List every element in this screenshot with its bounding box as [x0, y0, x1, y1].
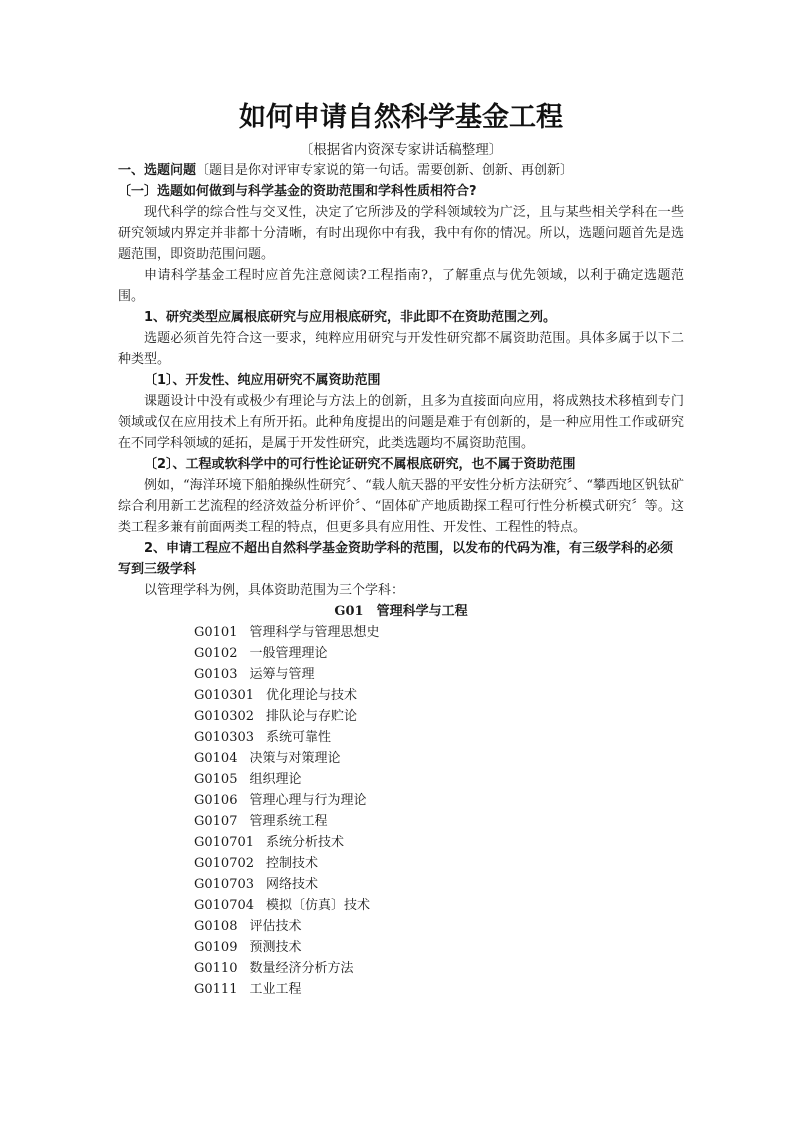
discipline-name: 决策与对策理论 — [249, 751, 341, 766]
discipline-code-item — [194, 685, 684, 706]
discipline-name: 管理心理与行为理论 — [249, 793, 367, 808]
discipline-code: G010701 — [194, 835, 255, 850]
discipline-name: 预测技术 — [249, 940, 302, 955]
discipline-code: G0103 — [194, 667, 238, 682]
discipline-code: G0109 — [194, 940, 238, 955]
discipline-name: 系统可靠性 — [266, 730, 332, 745]
paragraph-3: 选题必须首先符合这一要求，纯粹应用研究与开发性研究都不属资助范围。具体多属于以下二种类型。 — [118, 331, 684, 367]
paragraph-6: 以管理学科为例，具体资助范围为三个学科： — [144, 583, 405, 598]
discipline-code-item — [194, 748, 684, 769]
heading-1a: 〔1〕、开发性、纯应用研究不属资助范围 — [144, 373, 381, 388]
discipline-code-item — [194, 832, 684, 853]
discipline-name: 优化理论与技术 — [266, 688, 358, 703]
discipline-code-item — [194, 874, 684, 895]
discipline-name: 工业工程 — [249, 982, 302, 997]
discipline-name: 系统分析技术 — [266, 835, 345, 850]
discipline-code-list — [118, 622, 684, 1000]
discipline-name: 一般管理理论 — [249, 646, 328, 661]
discipline-code-item — [194, 790, 684, 811]
discipline-code-item — [194, 916, 684, 937]
subsection-1-heading: 〔一〕选题如何做到与科学基金的资助范围和学科性质相符合? — [118, 184, 477, 199]
section-1-heading — [118, 160, 684, 181]
discipline-code-item — [194, 979, 684, 1000]
discipline-code: G0111 — [194, 982, 238, 997]
discipline-code-item — [194, 706, 684, 727]
heading-1b: 〔2〕、工程或软科学中的可行性论证研究不属根底研究，也不属于资助范围 — [144, 457, 576, 472]
paragraph-4: 课题设计中没有或极少有理论与方法上的创新，且多为直接面向应用，将成熟技术移植到专门领域或仅在应用技术上有所开拓。此种角度提出的问题是难于有创新的，是一种应用性工作或研究在不同学科领域的延拓，是属于开发性研究，此类选题均不属资助范围。 — [118, 394, 684, 451]
discipline-name: 组织理论 — [249, 772, 302, 787]
discipline-code: G0104 — [194, 751, 238, 766]
paragraph-5: 例如，“海洋环境下船舶操纵性研究〞、“载人航天器的平安性分析方法研究〞、“攀西地区钒钛矿综合利用新工艺流程的经济效益分析评价〞、“固体矿产地质勘探工程可行性分析模式研究〞等。这类工程多兼有前面两类工程的特点，但更多具有应用性、开发性、工程性的特点。 — [118, 478, 684, 535]
section-1-label: 一、选题问题 — [118, 163, 197, 178]
discipline-code: G0106 — [194, 793, 238, 808]
document-title: 如何申请自然科学基金工程 — [239, 102, 563, 133]
discipline-name: 数量经济分析方法 — [249, 961, 354, 976]
discipline-code: G010302 — [194, 709, 255, 724]
discipline-code: G0102 — [194, 646, 238, 661]
discipline-code: G010704 — [194, 898, 255, 913]
discipline-code-item — [194, 727, 684, 748]
discipline-title: G01 管理科学与工程 — [334, 604, 468, 619]
discipline-code-item — [194, 622, 684, 643]
discipline-name: 网络技术 — [266, 877, 319, 892]
discipline-name: 模拟〔仿真〕技术 — [266, 898, 371, 913]
discipline-name: 排队论与存贮论 — [266, 709, 358, 724]
discipline-code-item — [194, 853, 684, 874]
discipline-code-item — [194, 769, 684, 790]
discipline-code-item — [194, 664, 684, 685]
discipline-name: 管理系统工程 — [249, 814, 328, 829]
discipline-name: 评估技术 — [249, 919, 302, 934]
discipline-code-item — [194, 895, 684, 916]
discipline-name: 控制技术 — [266, 856, 319, 871]
discipline-code: G0110 — [194, 961, 238, 976]
discipline-code: G0101 — [194, 625, 238, 640]
discipline-name: 管理科学与管理思想史 — [249, 625, 380, 640]
discipline-code: G010301 — [194, 688, 255, 703]
discipline-code: G0108 — [194, 919, 238, 934]
discipline-code-item — [194, 643, 684, 664]
discipline-code-item — [194, 958, 684, 979]
discipline-code-item — [194, 811, 684, 832]
heading-2: 2、申请工程应不超出自然科学基金资助学科的范围，以发布的代码为准，有三级学科的必须写到三级学科 — [118, 541, 674, 577]
document-page — [118, 96, 684, 1000]
discipline-code: G0107 — [194, 814, 238, 829]
paragraph-1: 现代科学的综合性与交叉性，决定了它所涉及的学科领域较为广泛，且与某些相关学科在一些研究领域内界定并非都十分清晰，有时出现你中有我，我中有你的情况。所以，选题问题首先是选题范围，即资助范围问题。 — [118, 205, 684, 262]
paragraph-2: 申请科学基金工程时应首先注意阅读?工程指南?，了解重点与优先领域，以利于确定选题范围。 — [118, 268, 684, 304]
document-subtitle: 〔根据省内资深专家讲话稿整理〕 — [299, 142, 503, 158]
discipline-name: 运筹与管理 — [249, 667, 315, 682]
heading-1: 1、研究类型应属根底研究与应用根底研究，非此即不在资助范围之列。 — [144, 310, 557, 325]
discipline-code-item — [194, 937, 684, 958]
section-1-note: 〔题目是你对评审专家说的第一句话。需要创新、创新、再创新〕 — [196, 163, 574, 178]
discipline-code: G0105 — [194, 772, 238, 787]
discipline-code: G010702 — [194, 856, 255, 871]
discipline-code: G010303 — [194, 730, 255, 745]
discipline-code: G010703 — [194, 877, 255, 892]
